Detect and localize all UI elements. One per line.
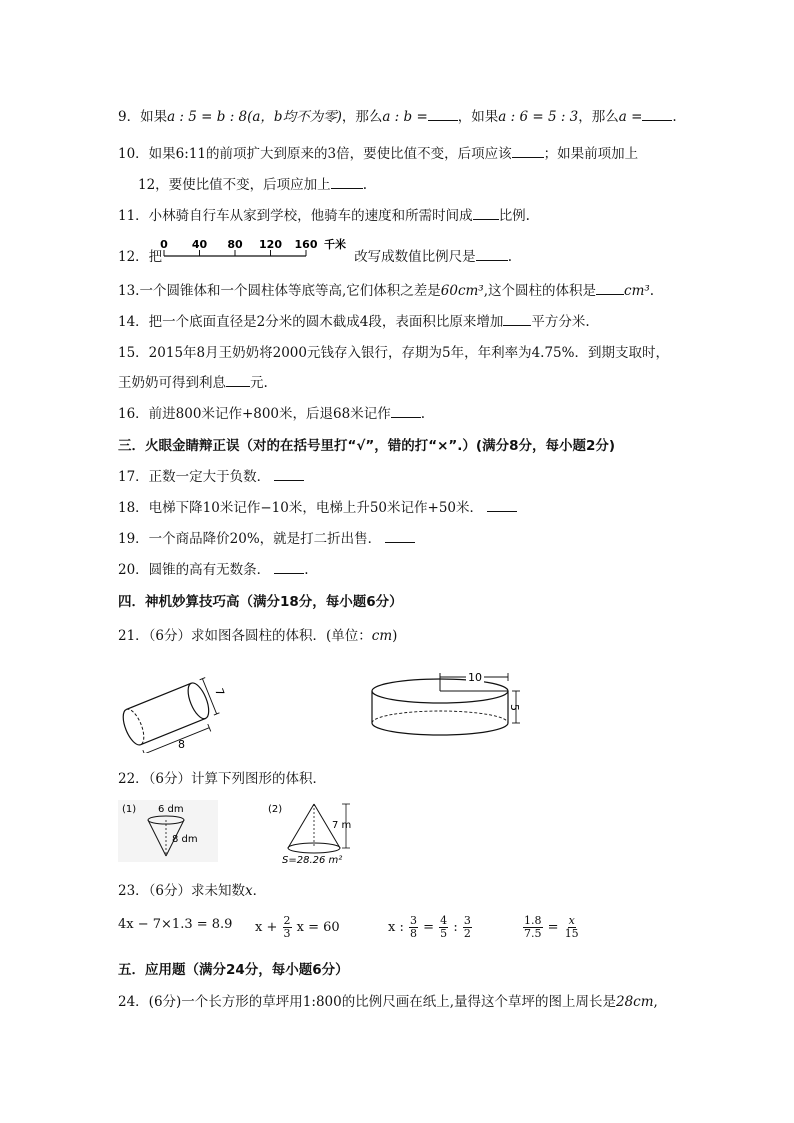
fraction: $\frac{1.8}{7.5}$: [524, 914, 542, 940]
answer-blank[interactable]: [274, 561, 304, 574]
cylinder-height-label: 5: [508, 704, 521, 711]
answer-blank[interactable]: [428, 108, 458, 121]
answer-blank[interactable]: [642, 108, 672, 121]
question-10-line2: 12，要使比值不变，后项应加上 .: [138, 177, 367, 193]
section-3-heading: 三．火眼金睛辩正误（对的在括号里打“√”，错的打“×”.）(满分8分，每小题2分): [118, 438, 616, 454]
question-24: 24．(6分)一个长方形的草坪用1:800的比例尺画在纸上,量得这个草坪的图上周长是28cm,: [118, 994, 658, 1010]
question-23: 23．（6分）求未知数x．: [118, 883, 267, 899]
scale-label: 80: [227, 238, 243, 251]
equation-4: $\frac{1.8}{7.5}$ = $\frac{x}{15}$: [524, 914, 579, 940]
answer-blank[interactable]: [487, 499, 517, 512]
question-13: 13.一个圆锥体和一个圆柱体等底等高,它们体积之差是60cm³,这个圆柱的体积是 cm³.: [118, 283, 655, 299]
question-17: 17．正数一定大于负数．: [118, 468, 304, 486]
scale-unit: 千米: [324, 238, 346, 251]
scale-label: 40: [191, 238, 208, 251]
answer-blank[interactable]: [385, 530, 415, 543]
cylinder-length-label: 8: [178, 738, 185, 751]
question-20: 20．圆锥的高有无数条． .: [118, 562, 309, 578]
answer-blank[interactable]: [512, 145, 544, 158]
question-16: 16．前进800米记作+800米，后退68米记作 .: [118, 406, 425, 422]
answer-blank[interactable]: [391, 405, 421, 418]
answer-blank[interactable]: [476, 248, 508, 261]
cone-figure-2: [262, 800, 372, 866]
cone-height-label: 8 dm: [172, 834, 198, 845]
question-21: 21．（6分）求如图各圆柱的体积．(单位：cm): [118, 628, 398, 644]
question-15: 15．2015年8月王奶奶将2000元钱存入银行，存期为5年，年利率为4.75%．到期支取时，: [118, 345, 669, 361]
question-14: 14．把一个底面直径是2分米的圆木截成4段，表面积比原来增加 平方分米.: [118, 314, 590, 330]
question-10: 10．如果6:11的前项扩大到原来的3倍，要使比值不变，后项应该 ；如果前项加上: [118, 146, 639, 162]
cylinder-diameter-label: 7: [212, 686, 227, 698]
answer-blank[interactable]: [226, 374, 250, 387]
section-5-heading: 五．应用题（满分24分，每小题6分）: [118, 962, 349, 978]
fraction: $\frac{2}{3}$: [283, 914, 291, 940]
cylinder-diameter-label: 10: [468, 671, 482, 684]
question-11: 11．小林骑自行车从家到学校，他骑车的速度和所需时间成 比例.: [118, 208, 530, 224]
q9-expr1: a : 5 = b : 8(a，b均不为零): [167, 109, 342, 125]
scale-label: 0: [160, 238, 168, 251]
scale-label: 160: [294, 238, 318, 251]
equation-1: 4x − 7×1.3 = 8.9: [118, 917, 233, 932]
question-9: 9．如果a : 5 = b : 8(a，b均不为零)，那么a : b = ，如果a : 6 = 5 : 3，那么a = .: [118, 109, 677, 125]
question-19: 19．一个商品降价20%，就是打二折出售．: [118, 530, 415, 548]
equation-2: x + $\frac{2}{3}$ x = 60: [255, 914, 340, 940]
figure-number: (1): [122, 804, 137, 815]
cone-top-label: 6 dm: [158, 804, 184, 815]
equation-3: x : $\frac{3}{8}$ = $\frac{4}{5}$ : $\frac{3}{2}$: [388, 914, 471, 940]
section-4-heading: 四．神机妙算技巧高（满分18分，每小题6分）: [118, 594, 403, 610]
fraction: $\frac{4}{5}$: [440, 914, 448, 940]
fraction: $\frac{3}{2}$: [463, 914, 471, 940]
question-15-line2: 王奶奶可得到利息 元.: [118, 375, 268, 391]
question-22: 22．（6分）计算下列图形的体积．: [118, 771, 327, 787]
fraction: $\frac{x}{15}$: [564, 914, 579, 940]
line-scale-diagram: [160, 238, 360, 266]
scale-label: 120: [259, 238, 282, 251]
cone-figure-1: [118, 800, 218, 862]
cylinder-figure-2: [368, 668, 528, 740]
answer-blank[interactable]: [473, 207, 499, 220]
question-12: 12．把 改写成数值比例尺是 .: [118, 249, 512, 265]
answer-blank[interactable]: [503, 313, 531, 326]
fraction: $\frac{3}{8}$: [409, 914, 417, 940]
cylinder-figure-1: [118, 668, 228, 753]
cone-base-area-label: S=28.26 m²: [282, 855, 343, 866]
answer-blank[interactable]: [596, 282, 624, 295]
answer-blank[interactable]: [274, 468, 304, 481]
figure-number: (2): [268, 804, 283, 815]
cone-height-label: 7 m: [332, 820, 352, 831]
answer-blank[interactable]: [331, 176, 363, 189]
question-18: 18．电梯下降10米记作−10米，电梯上升50米记作+50米．: [118, 499, 517, 517]
